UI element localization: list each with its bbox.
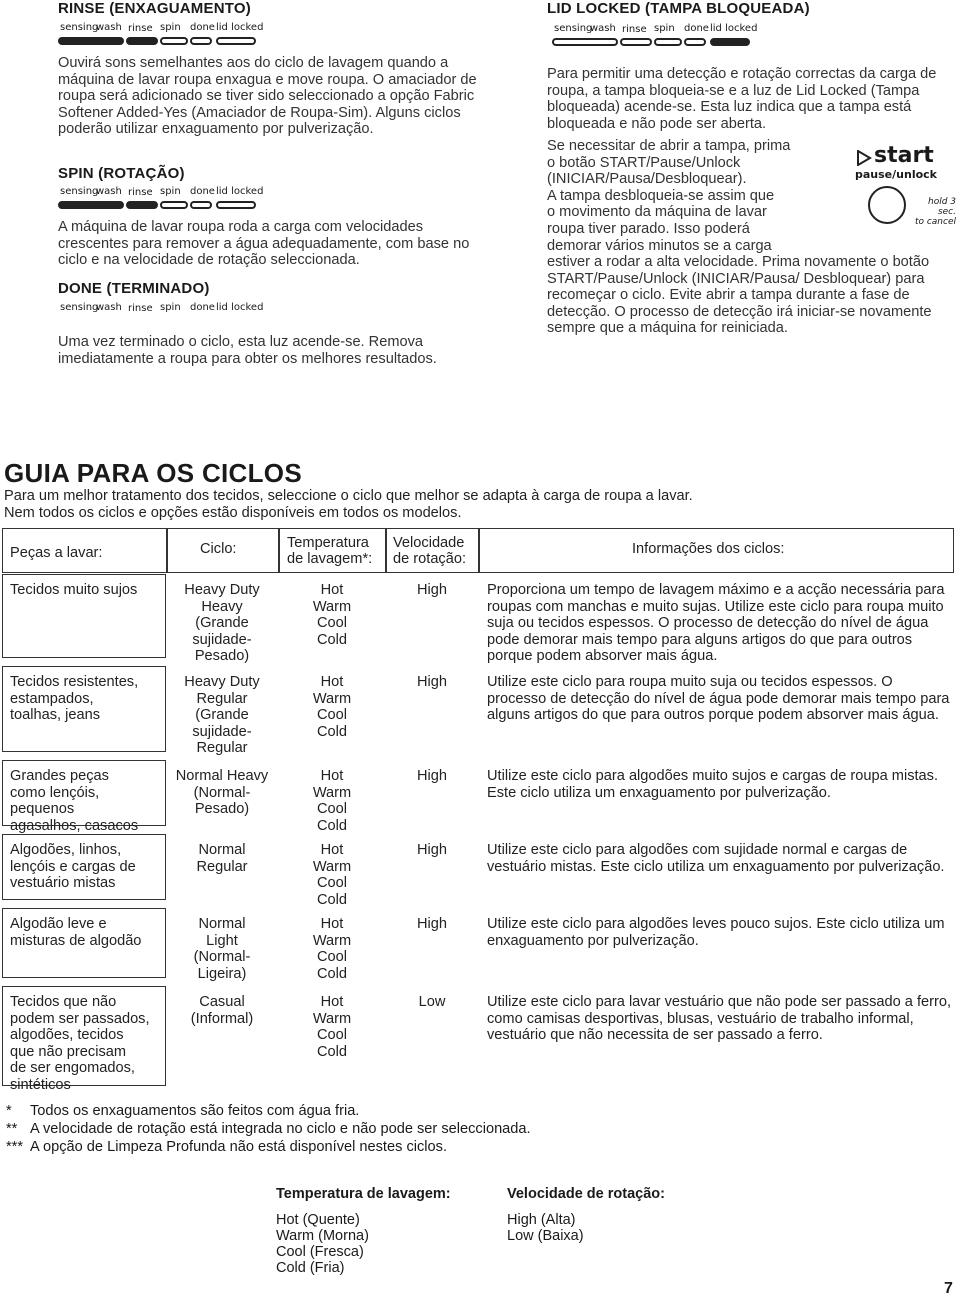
- row-temp-line: Cold: [316, 1043, 347, 1060]
- start-pause-unlock-button: [852, 144, 957, 234]
- row-cycle: [168, 842, 276, 875]
- row-items: [10, 674, 160, 724]
- label-done: done: [190, 22, 215, 33]
- row-items-line: estampados,: [10, 690, 94, 707]
- row-temp: [280, 994, 384, 1060]
- progress-segment-lid: [710, 38, 750, 46]
- row-temp-line: Warm: [312, 1010, 352, 1027]
- p2-line: A tampa desbloqueia-se assim que: [547, 187, 775, 204]
- guide-intro-2: Nem todos os ciclos e opções estão disponíveis em todos os modelos.: [4, 505, 462, 521]
- row-items: [10, 994, 160, 1094]
- row-items-line: lençóis e cargas de: [10, 858, 136, 875]
- p2-line: demorar vários minutos se a carga: [547, 237, 772, 254]
- header-divider: [478, 528, 480, 573]
- row-speed: High: [416, 916, 447, 932]
- legend-temp-item: Cool (Fresca): [276, 1244, 364, 1260]
- row-temp-line: Cold: [316, 723, 347, 740]
- p2-line: roupa tiver parado. Isso poderá: [547, 220, 750, 237]
- row-items-line: podem ser passados,: [10, 1010, 150, 1027]
- row-items-line: Tecidos resistentes,: [10, 674, 139, 690]
- header-temp-1: Temperatura: [287, 535, 369, 551]
- row-cycle-line: Heavy Duty: [184, 582, 260, 598]
- row-cycle-line: Light: [206, 932, 238, 949]
- row-items-line: toalhas, jeans: [10, 707, 101, 724]
- hold-line-2: to cancel: [914, 217, 956, 227]
- footnote-mark: *: [6, 1103, 12, 1119]
- row-cycle: [168, 916, 276, 982]
- row-items-line: agasalhos, casacos: [10, 817, 139, 834]
- legend-temp-title: Temperatura de lavagem:: [276, 1186, 451, 1202]
- label-wash: wash: [96, 22, 122, 33]
- p2-line: (INICIAR/Pausa/Desbloquear).: [547, 171, 747, 188]
- status-indicator-rinse: [58, 22, 268, 48]
- button-circle-icon: [868, 186, 906, 224]
- legend-speed: [507, 1186, 665, 1244]
- row-temp-line: Hot: [320, 674, 344, 690]
- p2-line: o movimento da máquina de lavar: [547, 204, 767, 221]
- progress-segment-spin: [160, 37, 188, 45]
- label-done: done: [190, 302, 215, 313]
- row-temp-line: Warm: [312, 858, 352, 875]
- row-items-line: Tecidos que não: [10, 994, 117, 1010]
- row-items-line: sintéticos: [10, 1076, 71, 1093]
- row-items-line: algodões, tecidos: [10, 1027, 124, 1044]
- progress-segment-sensing-wash: [58, 37, 124, 45]
- row-temp-line: Hot: [320, 842, 344, 858]
- legend-temp-item: Warm (Morna): [276, 1228, 369, 1244]
- legend-speed-title: Velocidade de rotação:: [507, 1186, 665, 1202]
- row-temp: [280, 842, 384, 908]
- label-lid-locked: lid locked: [216, 22, 264, 33]
- row-items-line: Algodão leve e: [10, 916, 107, 932]
- progress-segment-rinse: [126, 37, 158, 45]
- footnote-mark: ***: [6, 1139, 24, 1155]
- label-wash: wash: [96, 186, 122, 197]
- row-speed: High: [416, 768, 447, 784]
- label-sensing: sensing: [554, 23, 593, 34]
- progress-segment-rinse: [126, 201, 158, 209]
- footnote-text: Todos os enxaguamentos são feitos com água fria.: [30, 1103, 360, 1119]
- row-temp: [280, 674, 384, 740]
- progress-segment-done: [684, 38, 706, 46]
- header-temp-2: de lavagem*:: [287, 551, 373, 567]
- footnote-text: A velocidade de rotação está integrada no ciclo e não pode ser seleccionada.: [30, 1121, 531, 1137]
- lid-locked-p1: Para permitir uma detecção e rotação correctas da carga de roupa, a tampa bloqueia-se e a luz de Lid Locked (Tampa bloqueada) acende-se. Esta luz indica que a tampa está bloqueada e não pode ser aberta.: [547, 66, 937, 132]
- row-cycle: [168, 674, 276, 757]
- label-spin: spin: [160, 302, 181, 313]
- row-temp-line: Cold: [316, 891, 347, 908]
- row-cycle: [168, 768, 276, 818]
- footnote-mark: **: [6, 1121, 18, 1137]
- row-temp-line: Cool: [316, 801, 347, 818]
- row-temp-line: Hot: [320, 916, 344, 932]
- row-cycle-line: (Normal-: [193, 784, 251, 801]
- footnote: [6, 1120, 606, 1138]
- hold-label: [908, 197, 956, 227]
- label-wash: wash: [96, 302, 122, 313]
- row-cycle-line: (Normal-: [193, 949, 251, 966]
- status-indicator-spin: [58, 186, 268, 212]
- row-speed: High: [416, 842, 447, 858]
- row-items-line: Algodões, linhos,: [10, 842, 122, 858]
- label-rinse: rinse: [622, 24, 647, 35]
- header-speed-1: Velocidade: [393, 535, 465, 551]
- progress-segment-done: [190, 201, 212, 209]
- p2-line: o botão START/Pause/Unlock: [547, 154, 741, 171]
- header-divider: [385, 528, 387, 573]
- row-temp: [280, 768, 384, 834]
- row-items: [10, 768, 160, 834]
- rinse-text: Ouvirá sons semelhantes aos do ciclo de lavagem quando a máquina de lavar roupa enxagua e move roupa. O amaciador de roupa será adicionado se tiver sido seleccionado a opção Fabric Softener Added-Yes (Amaciador de Roupa-Sim). Alguns ciclos poderão utilizar enxaguamento por pulverização.: [58, 55, 477, 138]
- progress-segment-lid: [216, 201, 256, 209]
- page-number: 7: [944, 1280, 953, 1297]
- label-rinse: rinse: [128, 187, 153, 198]
- footnote: [6, 1138, 606, 1156]
- row-temp-line: Hot: [320, 582, 344, 598]
- row-temp-line: Hot: [320, 768, 344, 784]
- progress-segment-rinse: [620, 38, 652, 46]
- row-items-line: vestuário mistas: [10, 875, 116, 892]
- lid-locked-p2-rest: estiver a rodar a alta velocidade. Prima novamente o botão START/Pause/Unlock (INICIAR/Pausa/ Desbloquear) para recomeçar o ciclo. Evite abrir a tampa durante a fase de detecção. O processo de detecção irá iniciar-se novamente sempre que a máquina for reiniciada.: [547, 254, 932, 337]
- row-temp-line: Cool: [316, 707, 347, 724]
- row-cycle-line: Regular: [196, 858, 248, 875]
- row-cycle-line: Heavy: [201, 598, 243, 615]
- row-cycle-line: Regular: [196, 740, 248, 757]
- row-temp-line: Warm: [312, 690, 352, 707]
- row-cycle-line: Normal Heavy: [175, 768, 269, 784]
- row-temp-line: Cold: [316, 631, 347, 648]
- footnote: [6, 1102, 606, 1120]
- progress-segment-spin: [160, 201, 188, 209]
- header-info: Informações dos ciclos:: [632, 541, 785, 557]
- row-cycle-line: Pesado): [194, 801, 250, 818]
- row-items-line: Grandes peças: [10, 768, 109, 784]
- row-cycle-line: Normal: [198, 842, 246, 858]
- row-cycle-line: Regular: [196, 690, 248, 707]
- header-speed-2: de rotação:: [393, 551, 467, 567]
- legend-temp-item: Hot (Quente): [276, 1212, 360, 1228]
- row-speed: High: [416, 674, 447, 690]
- header-temp: [287, 535, 372, 567]
- row-temp-line: Cool: [316, 875, 347, 892]
- row-temp-line: Warm: [312, 784, 352, 801]
- header-divider: [166, 528, 168, 573]
- row-temp-line: Warm: [312, 932, 352, 949]
- row-cycle-line: sujidade-: [192, 723, 252, 740]
- label-rinse: rinse: [128, 303, 153, 314]
- row-cycle-line: sujidade-: [192, 631, 252, 648]
- footnotes: [6, 1102, 606, 1156]
- start-label: start: [874, 143, 934, 168]
- row-items: [10, 916, 160, 949]
- row-cycle: [168, 994, 276, 1027]
- row-info: Utilize este ciclo para roupa muito suja ou tecidos espessos. O processo de detecção do nível de água pode demorar mais tempo para alguns artigos do que para outros porque podem absorver mais água.: [487, 674, 950, 724]
- row-items-line: como lençóis,: [10, 784, 100, 801]
- row-items: [10, 582, 160, 599]
- progress-segment-sensing-wash: [552, 38, 618, 46]
- label-lid-locked: lid locked: [710, 23, 758, 34]
- status-indicator-done: [58, 302, 268, 328]
- row-temp-line: Hot: [320, 994, 344, 1010]
- label-wash: wash: [590, 23, 616, 34]
- row-info: Utilize este ciclo para algodões com sujidade normal e cargas de vestuário mistas. Este ciclo utiliza um enxaguamento por pulverização.: [487, 842, 945, 875]
- row-cycle-line: Heavy Duty: [184, 674, 260, 690]
- row-cycle-line: (Grande: [195, 615, 249, 632]
- label-sensing: sensing: [60, 302, 99, 313]
- progress-segment-sensing-wash: [58, 201, 124, 209]
- header-divider: [278, 528, 280, 573]
- legend-speed-item: Low (Baixa): [507, 1228, 584, 1244]
- spin-heading: SPIN (ROTAÇÃO): [58, 165, 185, 182]
- row-cycle-line: (Informal): [190, 1010, 254, 1027]
- guide-title: GUIA PARA OS CICLOS: [4, 458, 302, 488]
- header-items: Peças a lavar:: [10, 545, 103, 561]
- row-items-line: de ser engomados,: [10, 1060, 135, 1077]
- row-cycle-line: Pesado): [194, 648, 250, 665]
- label-spin: spin: [160, 186, 181, 197]
- legend-speed-item: High (Alta): [507, 1212, 576, 1228]
- label-lid-locked: lid locked: [216, 302, 264, 313]
- play-icon: [856, 150, 872, 166]
- hold-line-1: hold 3 sec.: [927, 197, 956, 217]
- row-cycle: [168, 582, 276, 665]
- label-done: done: [684, 23, 709, 34]
- label-sensing: sensing: [60, 186, 99, 197]
- label-spin: spin: [160, 22, 181, 33]
- done-heading: DONE (TERMINADO): [58, 280, 210, 297]
- progress-segment-done: [190, 37, 212, 45]
- row-temp-line: Cool: [316, 949, 347, 966]
- lid-locked-heading: LID LOCKED (TAMPA BLOQUEADA): [547, 0, 810, 17]
- header-cycle: Ciclo:: [200, 541, 237, 557]
- label-sensing: sensing: [60, 22, 99, 33]
- label-spin: spin: [654, 23, 675, 34]
- row-cycle-line: Normal: [198, 916, 246, 932]
- row-items-line: misturas de algodão: [10, 932, 142, 949]
- lid-locked-p2-lines: [547, 138, 847, 254]
- legend-temp-item: Cold (Fria): [276, 1260, 345, 1276]
- guide-intro-1: Para um melhor tratamento dos tecidos, seleccione o ciclo que melhor se adapta à carga de roupa a lavar.: [4, 488, 693, 504]
- row-cycle-line: (Grande: [195, 707, 249, 724]
- pause-unlock-label: pause/unlock: [855, 168, 937, 181]
- row-temp-line: Cold: [316, 965, 347, 982]
- row-info: Utilize este ciclo para lavar vestuário que não pode ser passado a ferro, como camisas desportivas, blusas, vestuário de trabalho informal, vestuário que não necessita de ser passado a ferro.: [487, 994, 952, 1044]
- row-speed: Low: [418, 994, 446, 1010]
- row-items-line: Tecidos muito sujos: [10, 582, 138, 598]
- row-items-line: que não precisam: [10, 1043, 127, 1060]
- legend-temp: [276, 1186, 451, 1276]
- progress-segment-spin: [654, 38, 682, 46]
- label-done: done: [190, 186, 215, 197]
- row-temp: [280, 916, 384, 982]
- row-info: Utilize este ciclo para algodões leves pouco sujos. Este ciclo utiliza um enxaguamento por pulverização.: [487, 916, 945, 949]
- row-info: Utilize este ciclo para algodões muito sujos e cargas de roupa mistas. Este ciclo utiliza um enxaguamento por pulverização.: [487, 768, 939, 801]
- done-text: Uma vez terminado o ciclo, esta luz acende-se. Remova imediatamente a roupa para obter os melhores resultados.: [58, 334, 437, 367]
- label-rinse: rinse: [128, 23, 153, 34]
- row-info: Proporciona um tempo de lavagem máximo e a acção necessária para roupas com manchas e muito sujas. Utilize este ciclo para roupa muito suja ou tecidos espessos. O processo de detecção do nível de água pode demorar mais tempo para alguns artigos do que para outros porque podem absorver mais água.: [487, 582, 945, 665]
- row-cycle-line: Casual: [199, 994, 245, 1010]
- row-items: [10, 842, 160, 892]
- rinse-heading: RINSE (ENXAGUAMENTO): [58, 0, 251, 17]
- progress-segment-lid: [216, 37, 256, 45]
- row-speed: High: [416, 582, 447, 598]
- p2-line: Se necessitar de abrir a tampa, prima: [547, 138, 791, 154]
- footnote-text: A opção de Limpeza Profunda não está disponível nestes ciclos.: [30, 1139, 447, 1155]
- row-temp: [280, 582, 384, 648]
- label-lid-locked: lid locked: [216, 186, 264, 197]
- row-temp-line: Cool: [316, 615, 347, 632]
- row-temp-line: Warm: [312, 598, 352, 615]
- spin-text: A máquina de lavar roupa roda a carga com velocidades crescentes para remover a água adequadamente, com base no ciclo e na velocidade de rotação seleccionada.: [58, 219, 470, 269]
- row-temp-line: Cool: [316, 1027, 347, 1044]
- status-indicator-lid: [552, 23, 762, 49]
- header-speed: [393, 535, 466, 567]
- row-items-line: pequenos: [10, 801, 75, 818]
- row-cycle-line: Ligeira): [197, 965, 247, 982]
- row-temp-line: Cold: [316, 817, 347, 834]
